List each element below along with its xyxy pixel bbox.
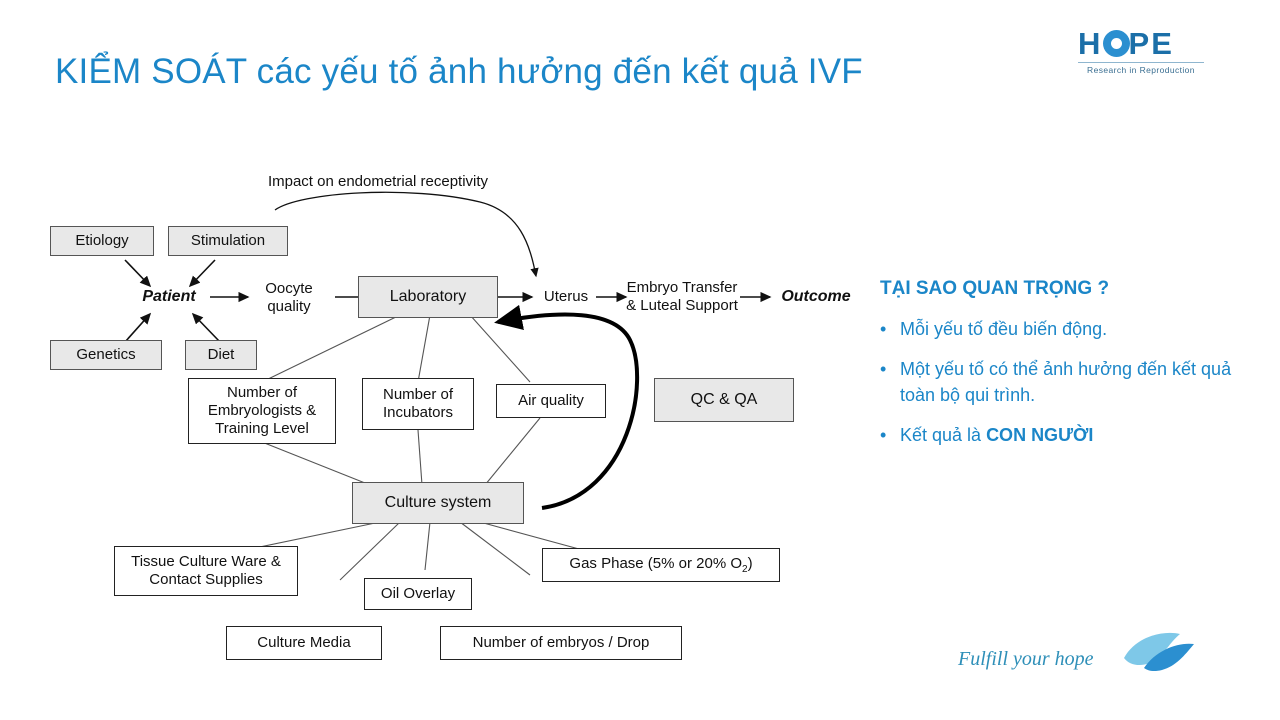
list-item: [880, 356, 1250, 408]
footer-leaf-logo-icon: [1118, 628, 1198, 674]
node-etiology[interactable]: Etiology: [50, 226, 154, 256]
node-culture-media[interactable]: Culture Media: [226, 626, 382, 660]
node-patient: Patient: [142, 288, 196, 306]
node-genetics[interactable]: Genetics: [50, 340, 162, 370]
page-title: KIỂM SOÁT các yếu tố ảnh hưởng đến kết quả IVF: [55, 52, 863, 91]
node-number-of-embryologists[interactable]: Number of Embryologists & Training Level: [188, 378, 336, 444]
list-item-label: Một yếu tố có thể ảnh hưởng đến kết quả toàn bộ qui trình.: [900, 359, 1232, 406]
bullet-icon: •: [880, 319, 887, 339]
why-important-panel: [880, 278, 1250, 462]
list-item: [880, 422, 1250, 448]
node-tissue-culture-ware[interactable]: Tissue Culture Ware & Contact Supplies: [114, 546, 298, 596]
node-outcome: Outcome: [781, 288, 851, 306]
node-culture-system[interactable]: Culture system: [352, 482, 524, 524]
node-stimulation[interactable]: Stimulation: [168, 226, 288, 256]
node-diet[interactable]: Diet: [185, 340, 257, 370]
node-number-of-incubators[interactable]: Number of Incubators: [362, 378, 474, 430]
bullet-icon: •: [880, 425, 887, 446]
node-laboratory[interactable]: Laboratory: [358, 276, 498, 318]
list-item: [880, 316, 1250, 342]
node-oocyte-quality: Oocyte quality: [265, 280, 313, 315]
list-item-label: Kết quả là CON NGƯỜI: [900, 425, 1094, 446]
node-number-of-embryos-drop[interactable]: Number of embryos / Drop: [440, 626, 682, 660]
node-oil-overlay[interactable]: Oil Overlay: [364, 578, 472, 610]
node-uterus: Uterus: [543, 288, 589, 305]
ivf-factors-diagram: [30, 150, 870, 675]
logo-tagline: Research in Reproduction: [1078, 62, 1204, 75]
node-air-quality[interactable]: Air quality: [496, 384, 606, 418]
hope-logo: [1078, 28, 1218, 80]
annotation-impact-endometrial-receptivity: Impact on endometrial receptivity: [267, 173, 489, 190]
list-item-label: Mỗi yếu tố đều biến động.: [900, 319, 1108, 339]
logo-wordmark: H PE: [1078, 26, 1174, 61]
node-embryo-transfer-luteal-support: Embryo Transfer & Luteal Support: [626, 279, 738, 314]
node-qc-qa[interactable]: QC & QA: [654, 378, 794, 422]
node-gas-phase[interactable]: [542, 548, 780, 582]
why-important-heading: TẠI SAO QUAN TRỌNG ?: [880, 278, 1110, 299]
node-gas-phase-label: Gas Phase (5% or 20% $O_2$): [569, 554, 753, 575]
footer-tagline: Fulfill your hope: [958, 648, 1094, 670]
bullet-icon: •: [880, 359, 887, 380]
